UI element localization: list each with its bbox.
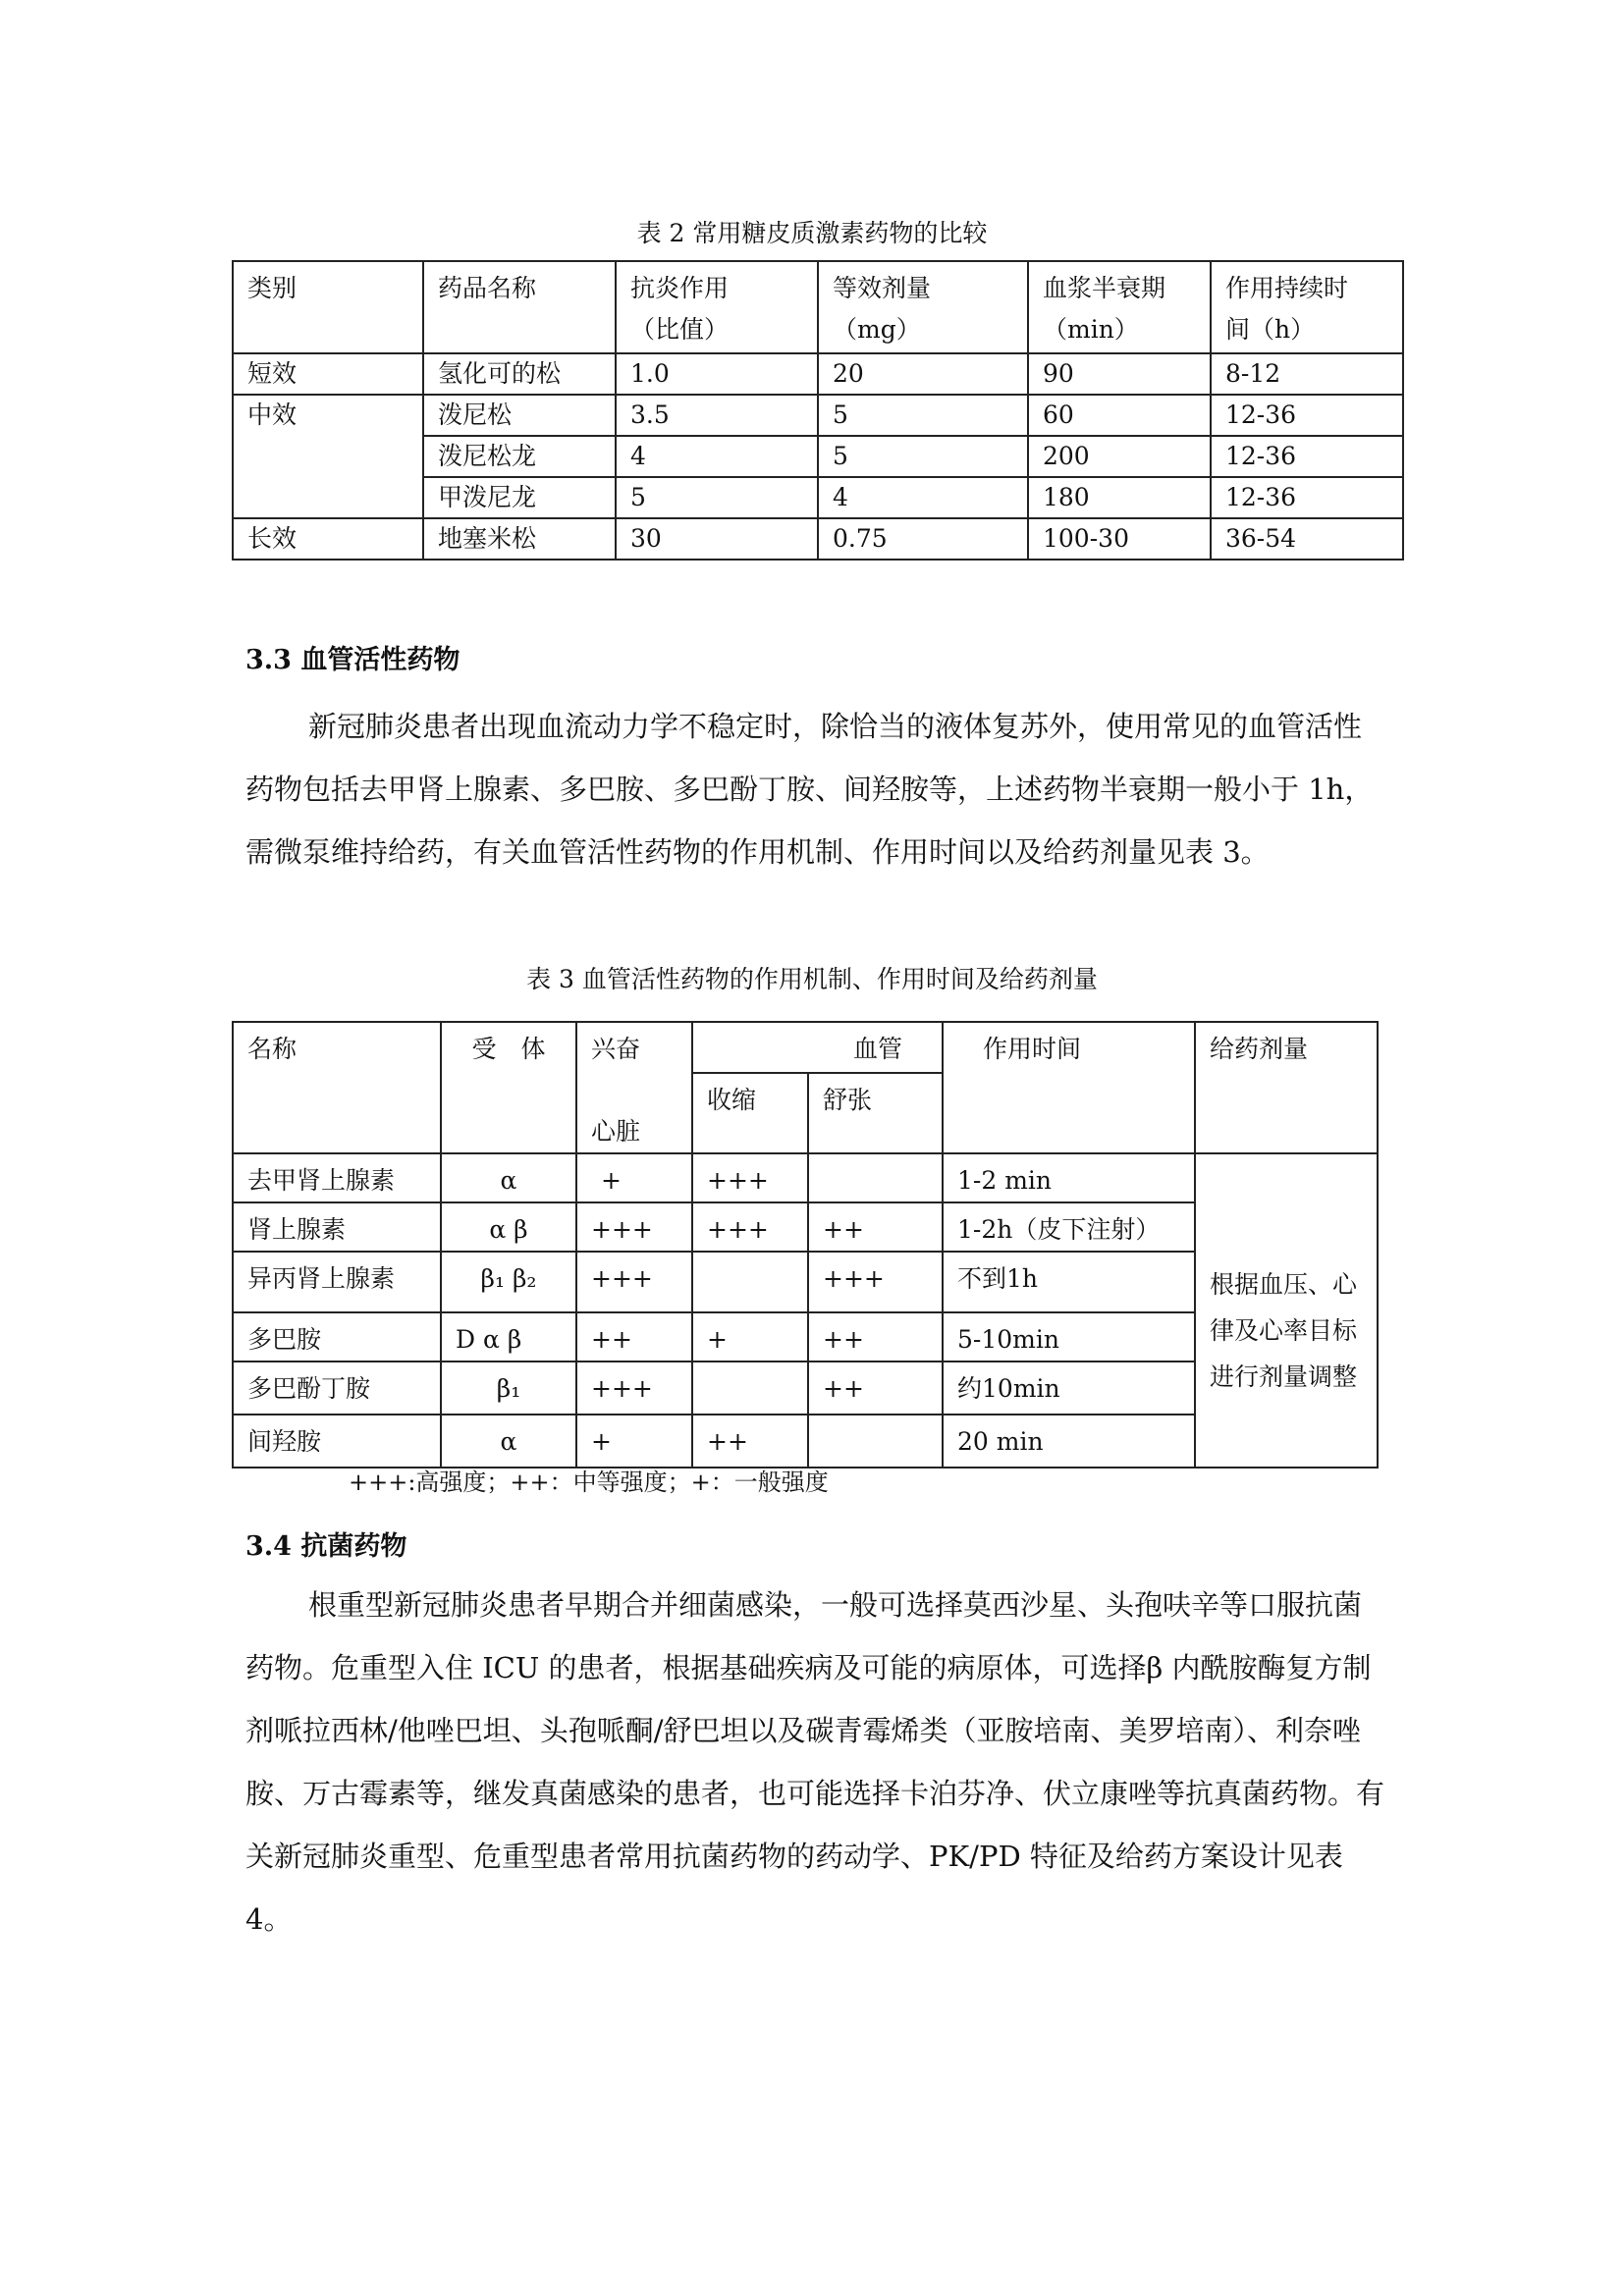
duration-cell: 1-2h（皮下注射） <box>943 1202 1195 1252</box>
duration-cell: 20 min <box>943 1415 1195 1468</box>
heart-cell: +++ <box>576 1202 692 1252</box>
receptor-cell: D α β <box>441 1312 576 1362</box>
category-cell: 中效 <box>233 395 423 518</box>
table2-header <box>233 261 423 353</box>
name-header: 名称 <box>233 1022 441 1153</box>
table2 <box>232 260 1404 561</box>
table2-header-row <box>233 261 1403 353</box>
equivalent-dose-cell: 20 <box>818 353 1028 395</box>
section-3-4-paragraph <box>245 1574 1389 1950</box>
section-3-3-paragraph <box>245 695 1389 883</box>
equivalent-dose-cell: 4 <box>818 477 1028 518</box>
table2-header <box>616 261 818 353</box>
half-life-cell: 200 <box>1028 436 1211 477</box>
half-life-cell: 90 <box>1028 353 1211 395</box>
receptor-cell: α <box>441 1415 576 1468</box>
duration-cell: 1-2 min <box>943 1153 1195 1202</box>
equivalent-dose-cell: 0.75 <box>818 518 1028 560</box>
half-life-cell: 100-30 <box>1028 518 1211 560</box>
anti-inflammatory-cell: 1.0 <box>616 353 818 395</box>
table-row <box>233 353 1403 395</box>
table2-header <box>818 261 1028 353</box>
duration-cell: 12-36 <box>1211 395 1403 436</box>
duration-cell: 12-36 <box>1211 477 1403 518</box>
header-text: 血浆半衰期 <box>1043 274 1166 302</box>
drug-name-cell: 肾上腺素 <box>233 1202 441 1252</box>
drug-name-cell: 多巴胺 <box>233 1312 441 1362</box>
heart-header <box>576 1022 692 1153</box>
header-text: 间（h） <box>1225 315 1316 344</box>
heart-header-bottom: 心脏 <box>591 1117 641 1146</box>
table3-caption: 表 3 血管活性药物的作用机制、作用时间及给药剂量 <box>526 965 1098 993</box>
constrict-cell: + <box>692 1312 808 1362</box>
header-text: 药品名称 <box>438 274 537 302</box>
drug-name-cell: 泼尼松 <box>423 395 616 436</box>
heart-cell: +++ <box>576 1362 692 1415</box>
drug-name-cell: 氢化可的松 <box>423 353 616 395</box>
constrict-header: 收缩 <box>692 1073 808 1153</box>
category-cell: 短效 <box>233 353 423 395</box>
duration-cell: 不到1h <box>943 1252 1195 1312</box>
heart-header-top: 兴奋 <box>591 1035 641 1063</box>
table2-header <box>423 261 616 353</box>
half-life-cell: 180 <box>1028 477 1211 518</box>
header-text: 类别 <box>247 274 298 302</box>
header-text: 等效剂量 <box>833 274 932 302</box>
paragraph-text: 新冠肺炎患者出现血流动力学不稳定时，除恰当的液体复苏外，使用常见的血管活性药物包括去甲肾上腺素、多巴胺、多巴酚丁胺、间羟胺等，上述药物半衰期一般小于 1h，需微泵维持给药，有关血管活性药物的作用机制、作用时间以及给药剂量见表 3。 <box>245 710 1374 869</box>
duration-cell: 36-54 <box>1211 518 1403 560</box>
drug-name-cell: 甲泼尼龙 <box>423 477 616 518</box>
drug-name-cell: 泼尼松龙 <box>423 436 616 477</box>
duration-cell: 约10min <box>943 1362 1195 1415</box>
category-cell: 长效 <box>233 518 423 560</box>
dilate-cell <box>808 1415 943 1468</box>
heart-cell: ++ <box>576 1312 692 1362</box>
table2-header <box>1028 261 1211 353</box>
duration-header: 作用时间 <box>943 1022 1195 1153</box>
section-3-4-heading: 3.4 抗菌药物 <box>245 1531 407 1562</box>
drug-name-cell: 异丙肾上腺素 <box>233 1252 441 1312</box>
drug-name-cell: 多巴酚丁胺 <box>233 1362 441 1415</box>
table-row <box>233 1153 1378 1202</box>
dilate-cell: ++ <box>808 1312 943 1362</box>
section-3-3-heading: 3.3 血管活性药物 <box>245 645 460 675</box>
table-row <box>233 518 1403 560</box>
heart-cell: + <box>576 1415 692 1468</box>
half-life-cell: 60 <box>1028 395 1211 436</box>
table3-header-row <box>233 1022 1378 1073</box>
dosage-header: 给药剂量 <box>1195 1022 1378 1153</box>
constrict-cell: +++ <box>692 1202 808 1252</box>
dilate-cell: ++ <box>808 1362 943 1415</box>
receptor-cell: α <box>441 1153 576 1202</box>
dilate-header: 舒张 <box>808 1073 943 1153</box>
duration-cell: 5-10min <box>943 1312 1195 1362</box>
anti-inflammatory-cell: 4 <box>616 436 818 477</box>
drug-name-cell: 地塞米松 <box>423 518 616 560</box>
constrict-cell <box>692 1252 808 1312</box>
dilate-cell: +++ <box>808 1252 943 1312</box>
anti-inflammatory-cell: 5 <box>616 477 818 518</box>
dosage-note-cell: 根据血压、心律及心率目标进行剂量调整 <box>1195 1153 1378 1468</box>
constrict-cell <box>692 1362 808 1415</box>
table3 <box>232 1021 1379 1468</box>
receptor-cell: β₁ <box>441 1362 576 1415</box>
receptor-header: 受 体 <box>441 1022 576 1153</box>
duration-cell: 12-36 <box>1211 436 1403 477</box>
constrict-cell: +++ <box>692 1153 808 1202</box>
equivalent-dose-cell: 5 <box>818 436 1028 477</box>
dilate-cell <box>808 1153 943 1202</box>
header-text: 抗炎作用 <box>630 274 730 302</box>
paragraph-text: 根重型新冠肺炎患者早期合并细菌感染，一般可选择莫西沙星、头孢呋辛等口服抗菌药物。危重型入住 ICU 的患者，根据基础疾病及可能的病原体，可选择β 内酰胺酶复方制剂哌拉西林/他唑巴坦、头孢哌酮/舒巴坦以及碳青霉烯类（亚胺培南、美罗培南）、利奈唑胺、万古霉素等，继发真菌感染的患者，也可能选择卡泊芬净、伏立康唑等抗真菌药物。有关新冠肺炎重型、危重型患者常用抗菌药物的药动学、PK/PD 特征及给药方案设计见表 4。 <box>245 1588 1385 1936</box>
equivalent-dose-cell: 5 <box>818 395 1028 436</box>
drug-name-cell: 去甲肾上腺素 <box>233 1153 441 1202</box>
header-text: （比值） <box>630 315 730 344</box>
dilate-cell: ++ <box>808 1202 943 1252</box>
table-row <box>233 395 1403 436</box>
header-text: （mg） <box>833 315 921 344</box>
table2-caption: 表 2 常用糖皮质激素药物的比较 <box>636 219 988 247</box>
table2-header <box>1211 261 1403 353</box>
constrict-cell: ++ <box>692 1415 808 1468</box>
heart-cell: +++ <box>576 1252 692 1312</box>
drug-name-cell: 间羟胺 <box>233 1415 441 1468</box>
header-text: （min） <box>1043 315 1139 344</box>
heart-cell: + <box>576 1153 692 1202</box>
duration-cell: 8-12 <box>1211 353 1403 395</box>
anti-inflammatory-cell: 30 <box>616 518 818 560</box>
receptor-cell: α β <box>441 1202 576 1252</box>
table3-legend: +++:高强度；++：中等强度；+：一般强度 <box>349 1468 829 1496</box>
anti-inflammatory-cell: 3.5 <box>616 395 818 436</box>
header-text: 作用持续时 <box>1225 274 1349 302</box>
receptor-cell: β₁ β₂ <box>441 1252 576 1312</box>
vessel-header: 血管 <box>692 1022 943 1073</box>
